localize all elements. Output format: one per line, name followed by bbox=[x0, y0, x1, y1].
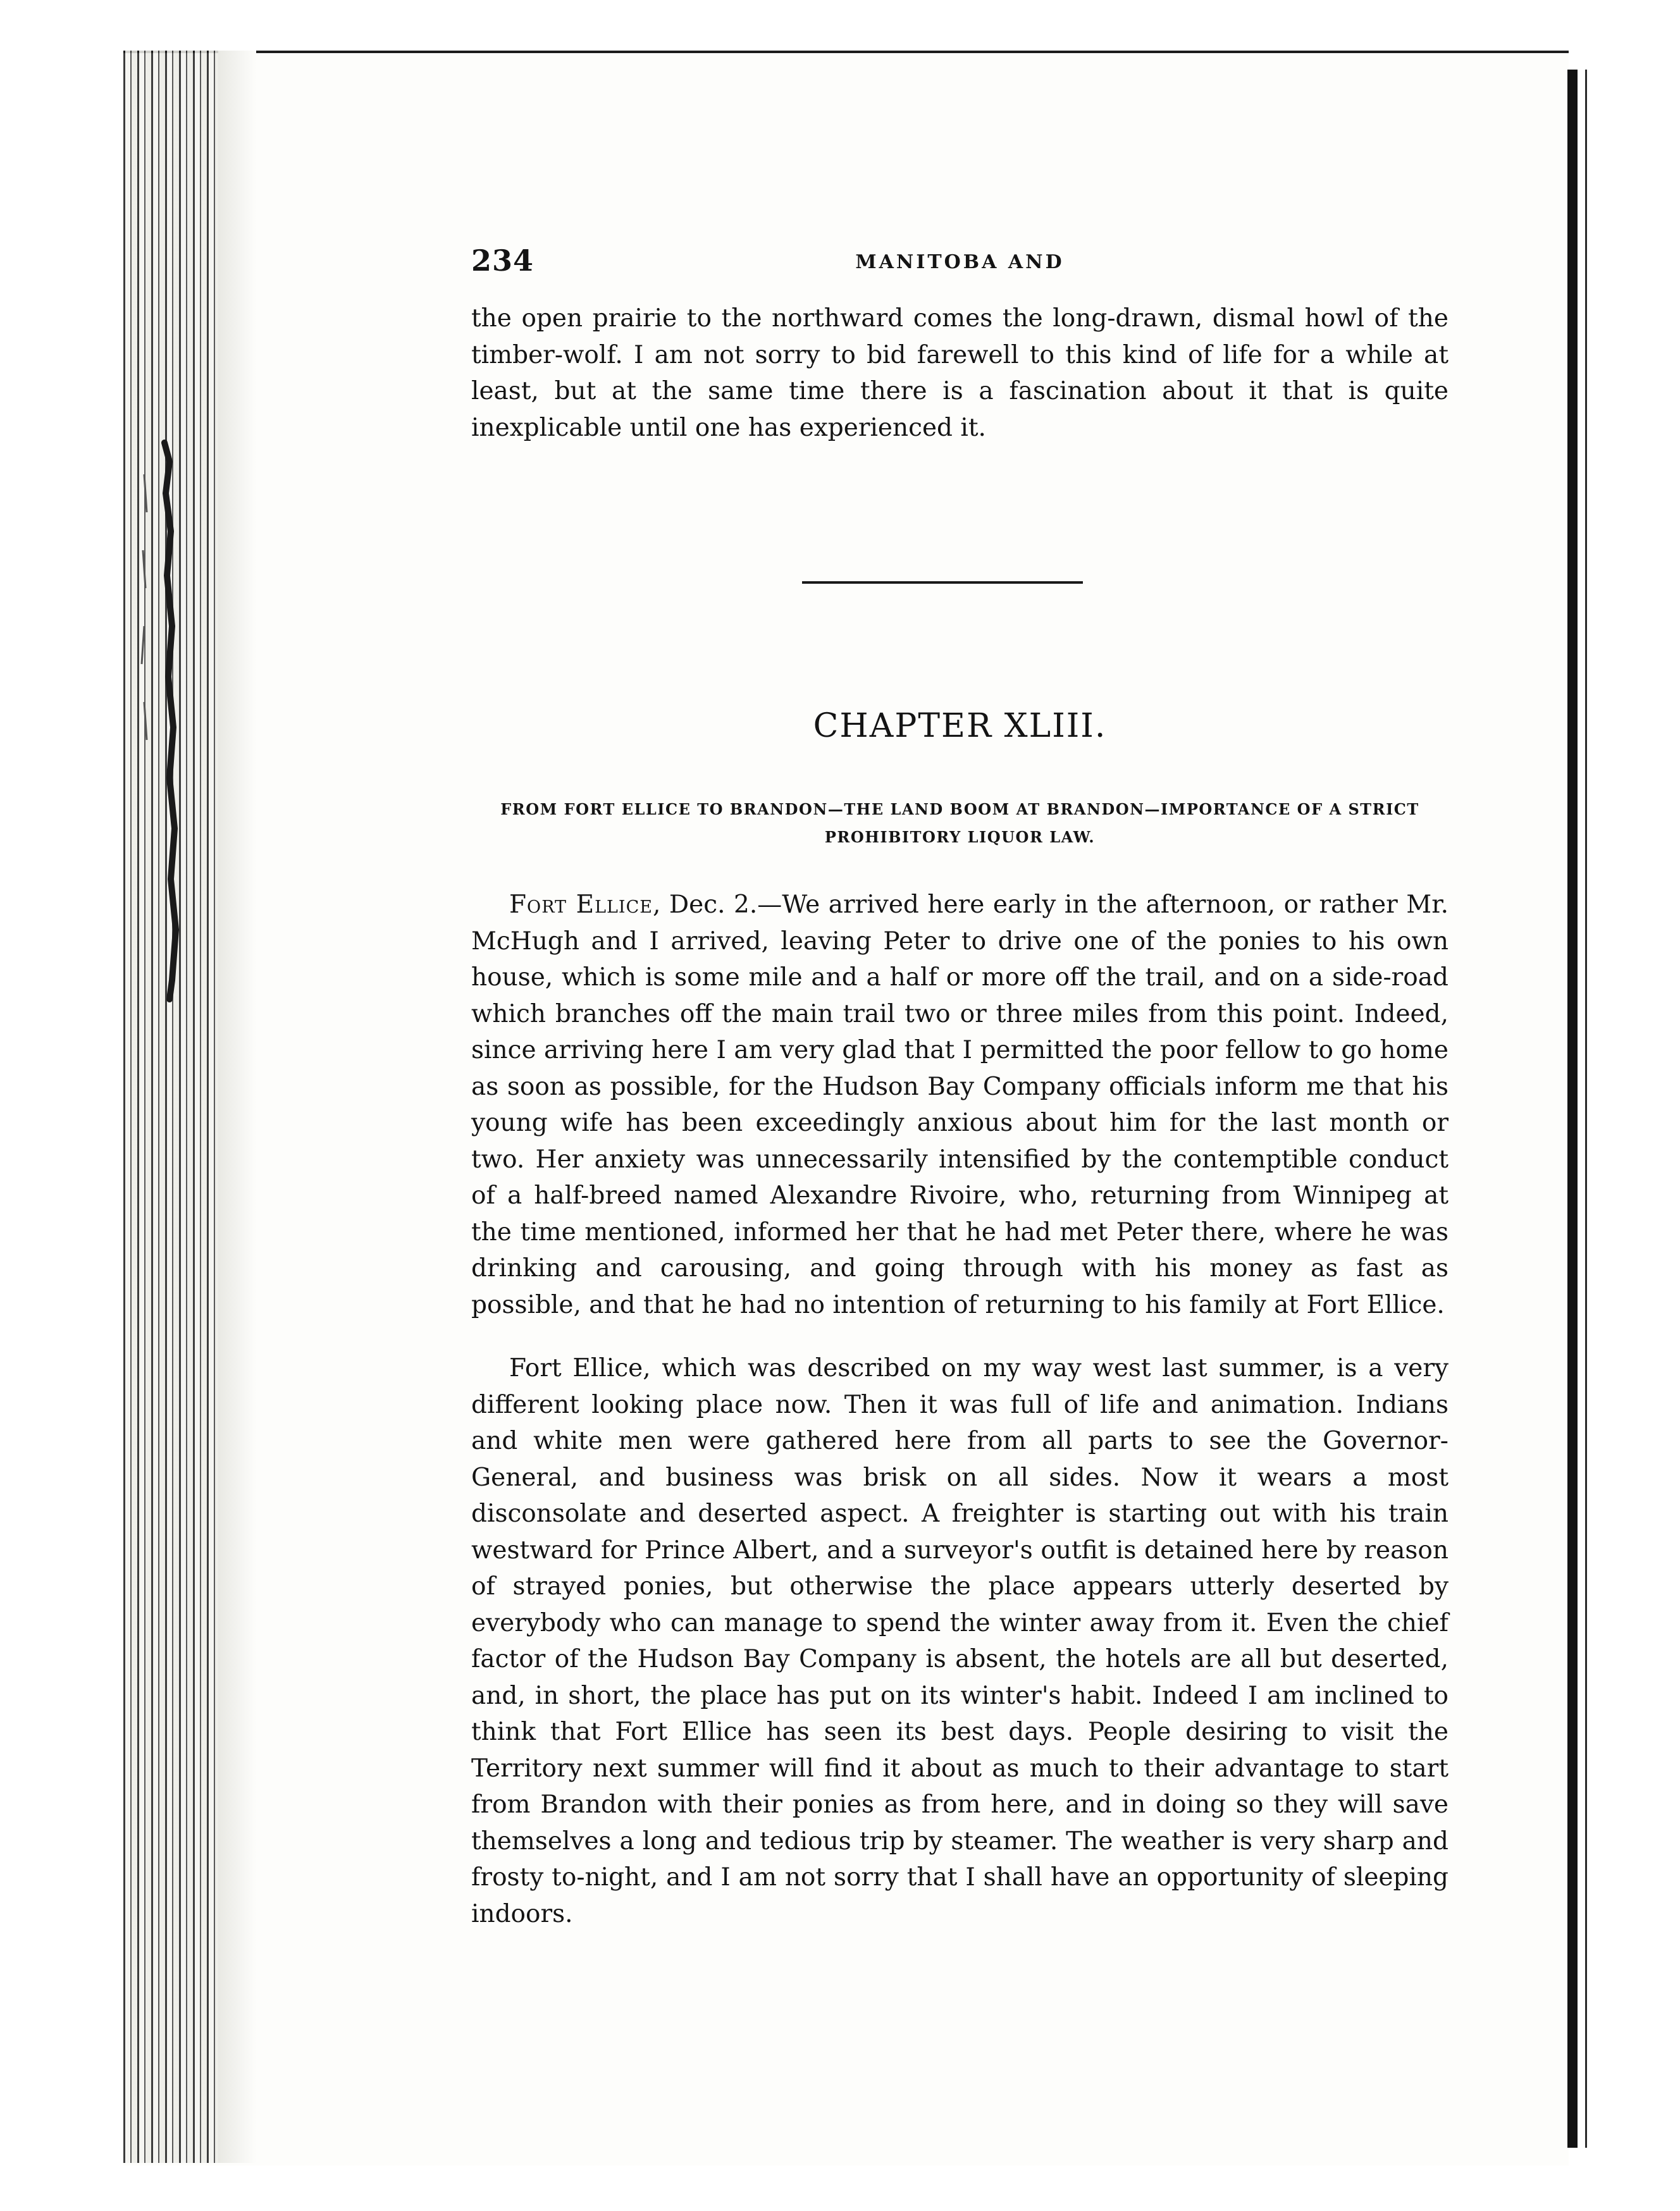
chapter-summary: FROM FORT ELLICE TO BRANDON—THE LAND BOOM AT BRANDON—IMPORTANCE OF A STRICT PROHIBITORY LIQUOR LAW. bbox=[500, 800, 1419, 846]
library-stamp bbox=[125, 436, 182, 1006]
body-paragraph-2 bbox=[471, 1350, 1448, 1932]
dateline-place: Fort Ellice bbox=[509, 890, 653, 919]
section-divider bbox=[802, 581, 1083, 584]
paragraph-text: Fort Ellice, which was described on my way west last summer, is a very different looking place now. Then it was full of life and animation. Indians and white men were gathered here from all parts to see the Governor-General, and business was brisk on all sides. Now it wears a most disconsolate and deserted aspect. A freighter is starting out with his train westward for Prince Albert, and a surveyor's outfit is detained here by reason of strayed ponies, but otherwise the place appears utterly deserted by everybody who can manage to spend the winter away from it. Even the chief factor of the Hudson Bay Company is absent, the hotels are all but deserted, and, in short, the place has put on its winter's habit. Indeed I am inclined to think that Fort Ellice has seen its best days. People desiring to visit the Territory next summer will find it about as much to their advantage to start from Brandon with their ponies as from here, and in doing so they will save themselves a long and tedious trip by steamer. The weather is very sharp and frosty to-night, and I am not sorry that I shall have an opportunity of sleeping indoors. bbox=[471, 1354, 1448, 1928]
book-gutter bbox=[1567, 70, 1578, 2148]
continued-paragraph bbox=[471, 300, 1448, 446]
paragraph-text bbox=[471, 887, 1448, 1323]
paragraph-body: , Dec. 2.—We arrived here early in the afternoon, or rather Mr. McHugh and I arrived, leaving Peter to drive one of the ponies to his own house, which is some mile and a half or more off the trail, and on a side-road which branches off the main trail two or three miles from this point. Indeed, since arriving here I am very glad that I permitted the poor fellow to go home as soon as possible, for the Hudson Bay Company officials inform me that his young wife has been exceedingly anxious about him for the last month or two. Her anxiety was unnecessarily intensified by the contemptible conduct of a half-breed named Alexandre Rivoire, who, returning from Winnipeg at the time mentioned, informed her that he had met Peter there, where he was drinking and carousing, and going through with his money as fast as possible, and that he had no intention of returning to his family at Fort Ellice. bbox=[471, 890, 1448, 1319]
running-head: MANITOBA AND bbox=[855, 251, 1065, 273]
paragraph-text: the open prairie to the northward comes the long-drawn, dismal howl of the timber-wolf. I am not sorry to bid farewell to this kind of life for a while at least, but at the same time there is a fascination about it that is quite inexplicable until one has experienced it. bbox=[471, 304, 1448, 442]
facing-page bbox=[1578, 70, 1680, 2148]
chapter-title: CHAPTER XLIII. bbox=[813, 707, 1107, 745]
facing-page-edge bbox=[1585, 70, 1587, 2148]
page-number: 234 bbox=[471, 243, 534, 278]
page-edges bbox=[123, 51, 218, 2163]
page-header bbox=[471, 243, 1448, 281]
page-edges-shadow bbox=[218, 51, 256, 2163]
body-paragraph-1 bbox=[471, 887, 1448, 1323]
